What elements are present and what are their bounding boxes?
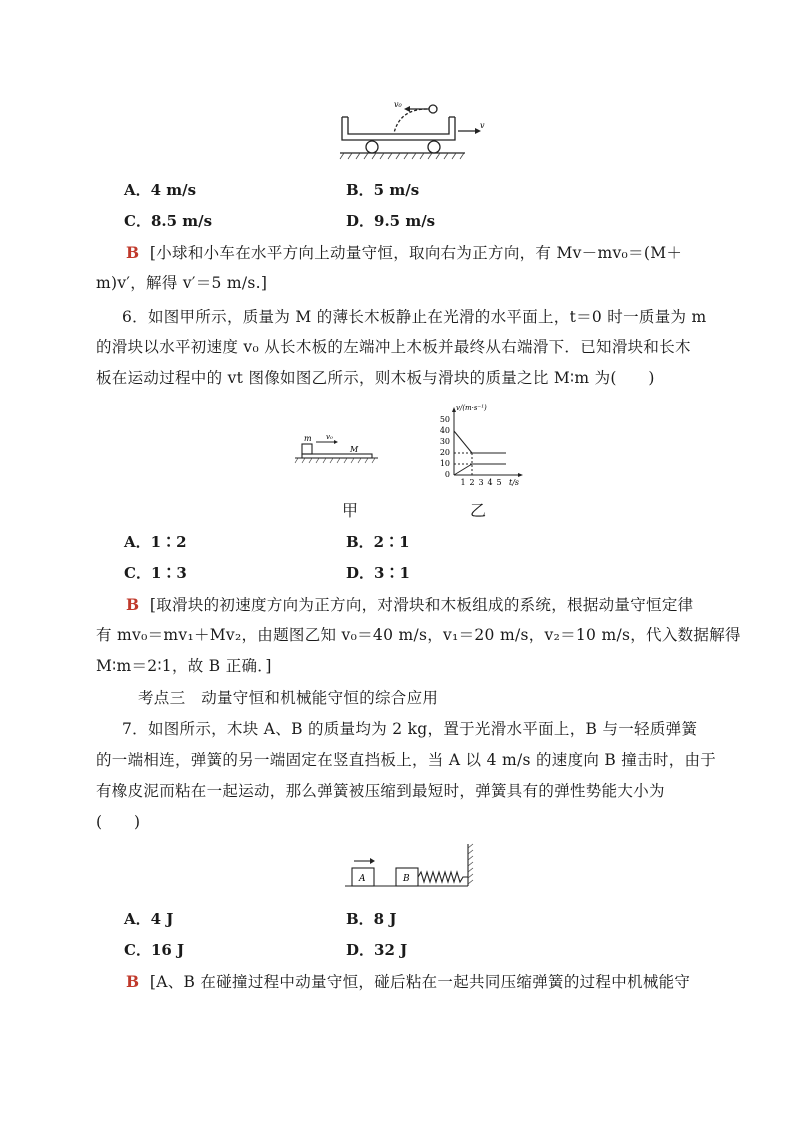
y-axis-label: v/(m·s⁻¹) bbox=[456, 404, 487, 412]
x-tick: 1 bbox=[460, 478, 466, 487]
x-tick: 2 bbox=[469, 478, 475, 487]
q7-stem-4: ( ) bbox=[96, 813, 141, 831]
y-tick: 20 bbox=[439, 448, 450, 457]
q5-option-c: C．8.5 m/s bbox=[124, 212, 213, 230]
q7-solution-1: B [A、B 在碰撞过程中动量守恒，碰后粘在一起共同压缩弹簧的过程中机械能守 bbox=[126, 972, 691, 991]
blocks-spring-figure bbox=[340, 840, 480, 892]
v0-label: v₀ bbox=[394, 100, 402, 109]
cart-ball-figure bbox=[330, 95, 500, 165]
board-slider-figure bbox=[290, 430, 380, 466]
q7-option-b: B．8 J bbox=[346, 910, 397, 928]
y-tick: 50 bbox=[439, 415, 450, 424]
q5-option-b: B．5 m/s bbox=[346, 181, 420, 199]
q7-option-a: A．4 J bbox=[124, 910, 174, 928]
x-tick: 3 bbox=[478, 478, 484, 487]
m-label: m bbox=[304, 434, 312, 443]
q7-option-d: D．32 J bbox=[346, 941, 408, 959]
board-line bbox=[454, 464, 472, 475]
q6-stem-3: 板在运动过程中的 vt 图像如图乙所示，则木板与滑块的质量之比 M∶m 为( ) bbox=[96, 369, 655, 387]
q6-option-d: D．3∶1 bbox=[346, 564, 410, 582]
q6-solution-3: M∶m＝2∶1，故 B 正确．] bbox=[96, 657, 272, 675]
q6-stem-2: 的滑块以水平初速度 v₀ 从长木板的左端冲上木板并最终从右端滑下．已知滑块和长木 bbox=[96, 338, 691, 356]
q7-stem-3: 有橡皮泥而粘在一起运动，那么弹簧被压缩到最短时，弹簧具有的弹性势能大小为 bbox=[96, 782, 665, 800]
q7-stem-2: 的一端相连，弹簧的另一端固定在竖直挡板上，当 A 以 4 m/s 的速度向 B 撞击时，由于 bbox=[96, 751, 717, 769]
block-a-label: A bbox=[359, 874, 366, 884]
figure-caption-yi: 乙 bbox=[470, 501, 487, 520]
q7-answer: B bbox=[126, 972, 140, 991]
y-tick: 40 bbox=[439, 426, 450, 435]
q6-option-b: B．2∶1 bbox=[346, 533, 410, 551]
q5-answer: B bbox=[126, 243, 140, 262]
y-tick: 0 bbox=[444, 470, 450, 479]
q6-option-c: C．1∶3 bbox=[124, 564, 187, 582]
q6-solution-2: 有 mv₀＝mv₁＋Mv₂，由题图乙知 v₀＝40 m/s，v₁＝20 m/s，v₂＝10 m/s，代入数据解得 bbox=[96, 626, 741, 644]
y-tick: 10 bbox=[439, 459, 450, 468]
q6-answer: B bbox=[126, 595, 140, 614]
q5-option-a: A．4 m/s bbox=[124, 181, 197, 199]
x-tick: 4 bbox=[487, 478, 493, 487]
block-b-label: B bbox=[403, 874, 410, 884]
big-m-label: M bbox=[350, 445, 359, 454]
q6-stem-1: 6．如图甲所示，质量为 M 的薄长木板静止在光滑的水平面上，t＝0 时一质量为 m bbox=[122, 308, 707, 326]
vt-graph bbox=[420, 398, 540, 488]
section-heading: 考点三 动量守恒和机械能守恒的综合应用 bbox=[138, 689, 439, 707]
x-axis-label: t/s bbox=[509, 478, 520, 487]
x-tick: 5 bbox=[496, 478, 502, 487]
q5-solution-1: B [小球和小车在水平方向上动量守恒，取向右为正方向，有 Mv－mv₀＝(M＋ bbox=[126, 243, 683, 262]
v0-label: v₀ bbox=[326, 433, 333, 441]
q5-solution-2: m)v′，解得 v′＝5 m/s.] bbox=[96, 274, 268, 292]
q7-option-c: C．16 J bbox=[124, 941, 185, 959]
slider-line bbox=[454, 431, 472, 453]
q5-option-d: D．9.5 m/s bbox=[346, 212, 436, 230]
q6-option-a: A．1∶2 bbox=[124, 533, 187, 551]
q7-stem-1: 7．如图所示，木块 A、B 的质量均为 2 kg，置于光滑水平面上，B 与一轻质弹簧 bbox=[122, 720, 698, 738]
figure-caption-jia: 甲 bbox=[342, 501, 359, 520]
q6-solution-1: B [取滑块的初速度方向为正方向，对滑块和木板组成的系统，根据动量守恒定律 bbox=[126, 595, 694, 614]
v-label: v bbox=[480, 121, 485, 130]
y-tick: 30 bbox=[439, 437, 450, 446]
